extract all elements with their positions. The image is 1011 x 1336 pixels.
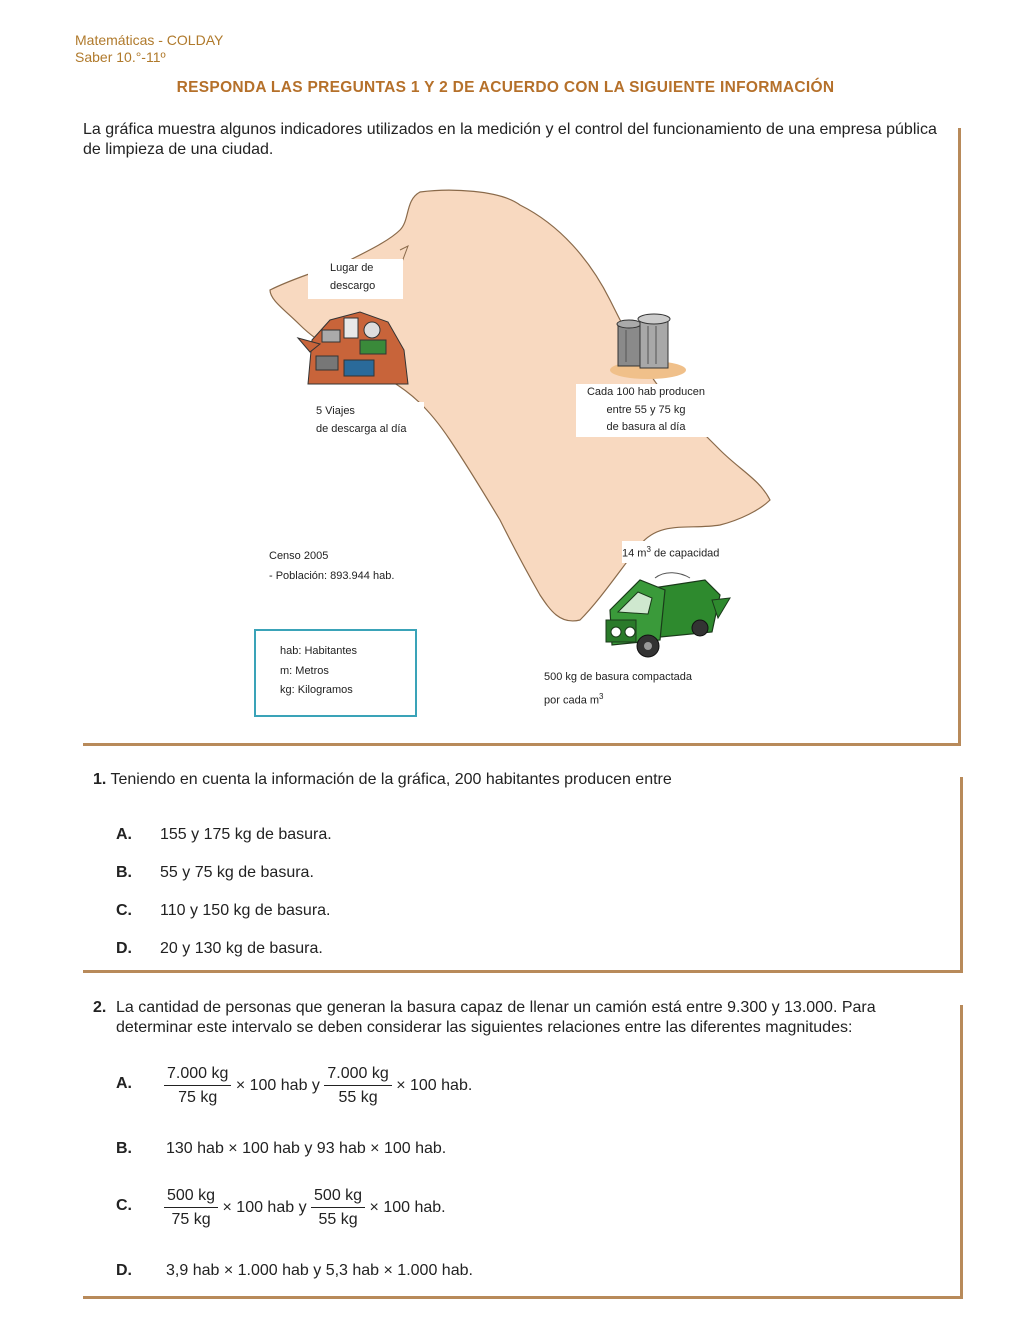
- garbage-production-label: [576, 384, 716, 437]
- question-2-text: La cantidad de personas que generan la basura capaz de llenar un camión está entre 9.300 y 13.000. Para determinar este intervalo se deben considerar las siguientes relaciones entre las diferentes magnitudes:: [116, 999, 876, 1036]
- garbage-label-line2: entre 55 y 75 kg: [606, 403, 686, 416]
- discharge-label-line2: descargo: [330, 280, 376, 292]
- header-subject: Matemáticas - COLDAY: [75, 32, 224, 48]
- truck-capacity-label: 14 $m^3$ de capacidad: [622, 541, 719, 563]
- question-1-text: Teniendo en cuenta la información de la gráfica, 200 habitantes producen entre: [110, 771, 672, 788]
- instruction-title: RESPONDA LAS PREGUNTAS 1 Y 2 DE ACUERDO CON LA SIGUIENTE INFORMACIÓN: [176, 79, 835, 96]
- discharge-label-line1: Lugar de: [330, 262, 374, 274]
- trips-label-line1: 5 Viajes: [316, 405, 355, 417]
- header-level: Saber 10.°-11º: [75, 49, 166, 65]
- q2a-fraction-2: $\frac{7.000 kg}{55 kg}$: [324, 1065, 391, 1107]
- legend-m: m: Metros: [280, 665, 329, 677]
- q2c-fraction-2: $\frac{500 kg}{55 kg}$: [311, 1187, 365, 1229]
- compaction-line1: 500 kg de basura compactada: [544, 671, 692, 683]
- trips-label-line2: de descarga al día: [316, 423, 407, 435]
- question-2: [93, 998, 953, 1038]
- question-2-number: 2.: [93, 999, 107, 1016]
- legend-hab: hab: Habitantes: [280, 645, 358, 657]
- legend-box: [254, 629, 417, 717]
- census-label: [269, 546, 394, 586]
- q2c-fraction-1: $\frac{500 kg}{75 kg}$: [164, 1187, 218, 1229]
- question-1: [93, 770, 672, 790]
- discharge-label: [308, 259, 403, 299]
- q1-frame-right: [960, 777, 963, 973]
- census-title: Censo 2005: [269, 550, 329, 562]
- q2-frame-right: [960, 1005, 963, 1299]
- question-1-number: 1.: [93, 771, 107, 788]
- garbage-label-line3: de basura al día: [606, 421, 686, 433]
- trash-cans-icon: [617, 314, 670, 368]
- census-population: - Población: 893.944 hab.: [269, 570, 395, 582]
- trips-label: [316, 402, 424, 438]
- q2a-fraction-1: $\frac{7.000 kg}{75 kg}$: [164, 1065, 231, 1107]
- garbage-label-line1: Cada 100 hab producen: [586, 386, 706, 398]
- legend-kg: kg: Kilogramos: [280, 684, 353, 696]
- q2-option-a[interactable]: A. $\frac{7.000 kg}{75 kg}$ × 100 hab y $\frac{7.000 kg}{55 kg}$ × 100 hab.: [116, 1065, 473, 1106]
- q1-frame-bottom: [83, 970, 963, 973]
- intro-text: La gráfica muestra algunos indicadores utilizados en la medición y el control del funcionamiento de una empresa pública de limpieza de una ciudad.: [83, 121, 937, 158]
- compaction-label: 500 kg de basura compactada por cada $m^3$: [544, 667, 692, 711]
- q2-frame-bottom: [83, 1296, 963, 1299]
- garbage-truck-icon: [606, 573, 730, 657]
- q2-option-c[interactable]: C. $\frac{500 kg}{75 kg}$ × 100 hab y $\frac{500 kg}{55 kg}$ × 100 hab.: [116, 1187, 446, 1228]
